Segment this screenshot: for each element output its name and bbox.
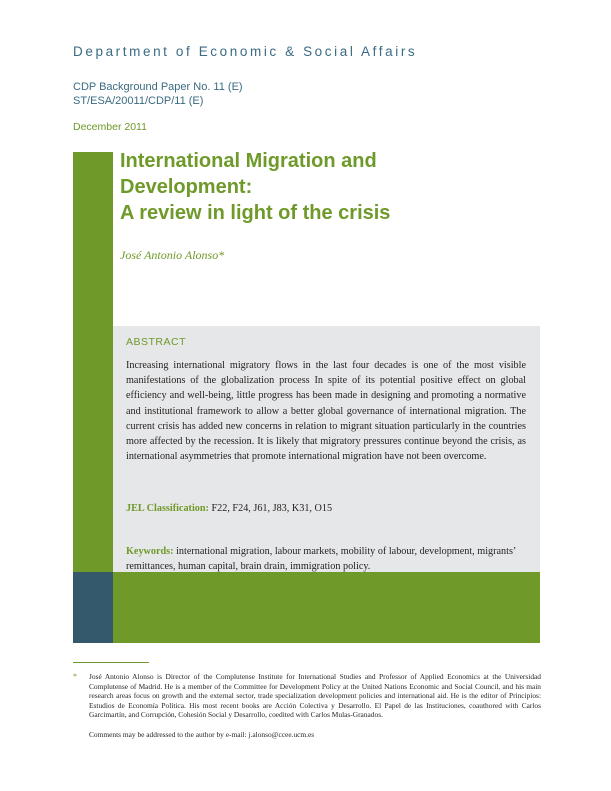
author-name: José Antonio Alonso* [120,248,225,262]
decorative-green-footer [113,572,540,643]
document-code: ST/ESA/20011/CDP/11 (E) [73,95,204,107]
decorative-blue-block [73,572,113,643]
abstract-body: Increasing international migratory flows in the last four decades is one of the most visible manifestations of the globalization process In spite of its potential positive effect on global efficiency and well-being, little progress has been made in designing and promoting a normative and institutional framework to allow a better global governance of international migration. The current crisis has added new concerns in relation to migrant situation particularly in the countries more affected by the recession. It is likely that migratory pressures continue beyond the crisis, as international asymmetries that promote international migration have not been overcome. [126,360,526,463]
footnote-marker: * [73,672,77,681]
jel-label: JEL Classification: [126,503,209,514]
title-line-2: Development: [120,176,253,198]
decorative-green-bar [73,152,113,572]
title-line-1: International Migration and [120,150,377,172]
paper-title [120,148,530,226]
paper-number: CDP Background Paper No. 11 (E) [73,81,243,93]
paper-identifiers [73,80,243,108]
department-name: Department of Economic & Social Affairs [73,44,418,59]
abstract-heading: ABSTRACT [126,336,187,348]
footnote-divider [73,662,149,663]
jel-codes: F22, F24, J61, J83, K31, O15 [208,503,333,514]
keywords-label: Keywords: [126,546,174,557]
keywords [126,544,526,574]
footnote-contact: Comments may be addressed to the author by e-mail: j.alonso@ccee.ucm.es [89,730,315,739]
publication-date: December 2011 [73,121,147,133]
keywords-list: international migration, labour markets, mobility of labour, development, migrants’ remittances, human capital, brain drain, immigration policy. [126,546,516,573]
title-line-3: A review in light of the crisis [120,202,391,224]
jel-classification [126,503,526,514]
footnote-text: José Antonio Alonso is Director of the Complutense Institute for International Studies and Professor of Applied Economics at the Universidad Complutense of Madrid. He is a member of the Committee for Development Policy at the United Nations Economic and Social Council, and his main research areas focus on growth and the external sector, trade specialization development policies and international aid. He is the editor of Principios: Estudios de Economía Política. His most recent books are Acción Colectiva y Desarrollo. El Papel de las Instituciones, coauthored with Carlos Garcimartín, and Corrupción, Cohesión Social y Desarrollo, coedited with Carlos Mulas-Granados. [89,672,541,720]
